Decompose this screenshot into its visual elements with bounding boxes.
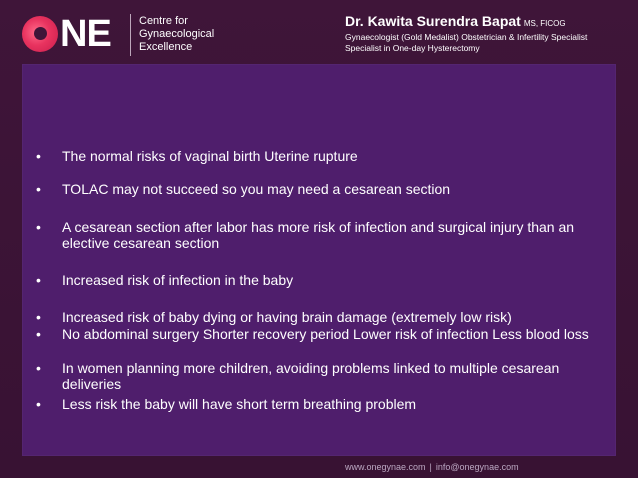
bullet-text: TOLAC may not succeed so you may need a cesarean section (62, 181, 451, 197)
doctor-info (345, 13, 587, 54)
list-item (36, 326, 606, 342)
bullet-icon: • (36, 219, 41, 235)
one-logo (22, 14, 111, 54)
list-item (36, 360, 606, 392)
list-item (36, 309, 606, 325)
bullet-icon: • (36, 148, 41, 164)
footer (345, 462, 519, 473)
bullet-text: The normal risks of vaginal birth Uterine rupture (62, 148, 358, 164)
list-item (36, 148, 606, 164)
email-link[interactable]: info@onegynae.com (435, 462, 519, 472)
bullet-text: Increased risk of infection in the baby (62, 272, 294, 288)
bullet-icon: • (36, 396, 41, 412)
bullet-icon: • (36, 326, 41, 342)
org-name (139, 15, 214, 54)
bullet-text: Increased risk of baby dying or having brain damage (extremely low risk) (62, 309, 512, 325)
org-line-3: Excellence (139, 41, 193, 53)
doctor-name-line (345, 13, 587, 32)
doctor-credentials: MS, FICOG (523, 19, 566, 28)
logo-o-icon (22, 16, 58, 52)
org-line-1: Centre for (139, 15, 188, 27)
bullet-text: No abdominal surgery Shorter recovery period Lower risk of infection Less blood loss (62, 326, 589, 342)
doctor-specialty: Specialist in One-day Hysterectomy (345, 43, 480, 53)
bullet-text: A cesarean section after labor has more risk of infection and surgical injury than an elective cesarean section (62, 219, 575, 251)
footer-separator: | (429, 462, 432, 472)
bullet-icon: • (36, 360, 41, 376)
bullet-text: In women planning more children, avoiding problems linked to multiple cesarean deliveries (62, 360, 560, 392)
bullet-text: Less risk the baby will have short term breathing problem (62, 396, 417, 412)
list-item (36, 396, 606, 412)
doctor-title: Gynaecologist (Gold Medalist) Obstetrician & Infertility Specialist (345, 32, 588, 42)
bullet-icon: • (36, 181, 41, 197)
content-panel (22, 64, 616, 456)
list-item (36, 219, 606, 251)
list-item (36, 181, 606, 197)
org-line-2: Gynaecological (139, 28, 215, 40)
list-item (36, 272, 606, 288)
logo-text: NE (60, 13, 111, 55)
website-link[interactable]: www.onegynae.com (345, 462, 426, 472)
doctor-name: Dr. Kawita Surendra Bapat (345, 13, 521, 29)
bullet-icon: • (36, 309, 41, 325)
bullet-icon: • (36, 272, 41, 288)
logo-divider (130, 14, 131, 56)
